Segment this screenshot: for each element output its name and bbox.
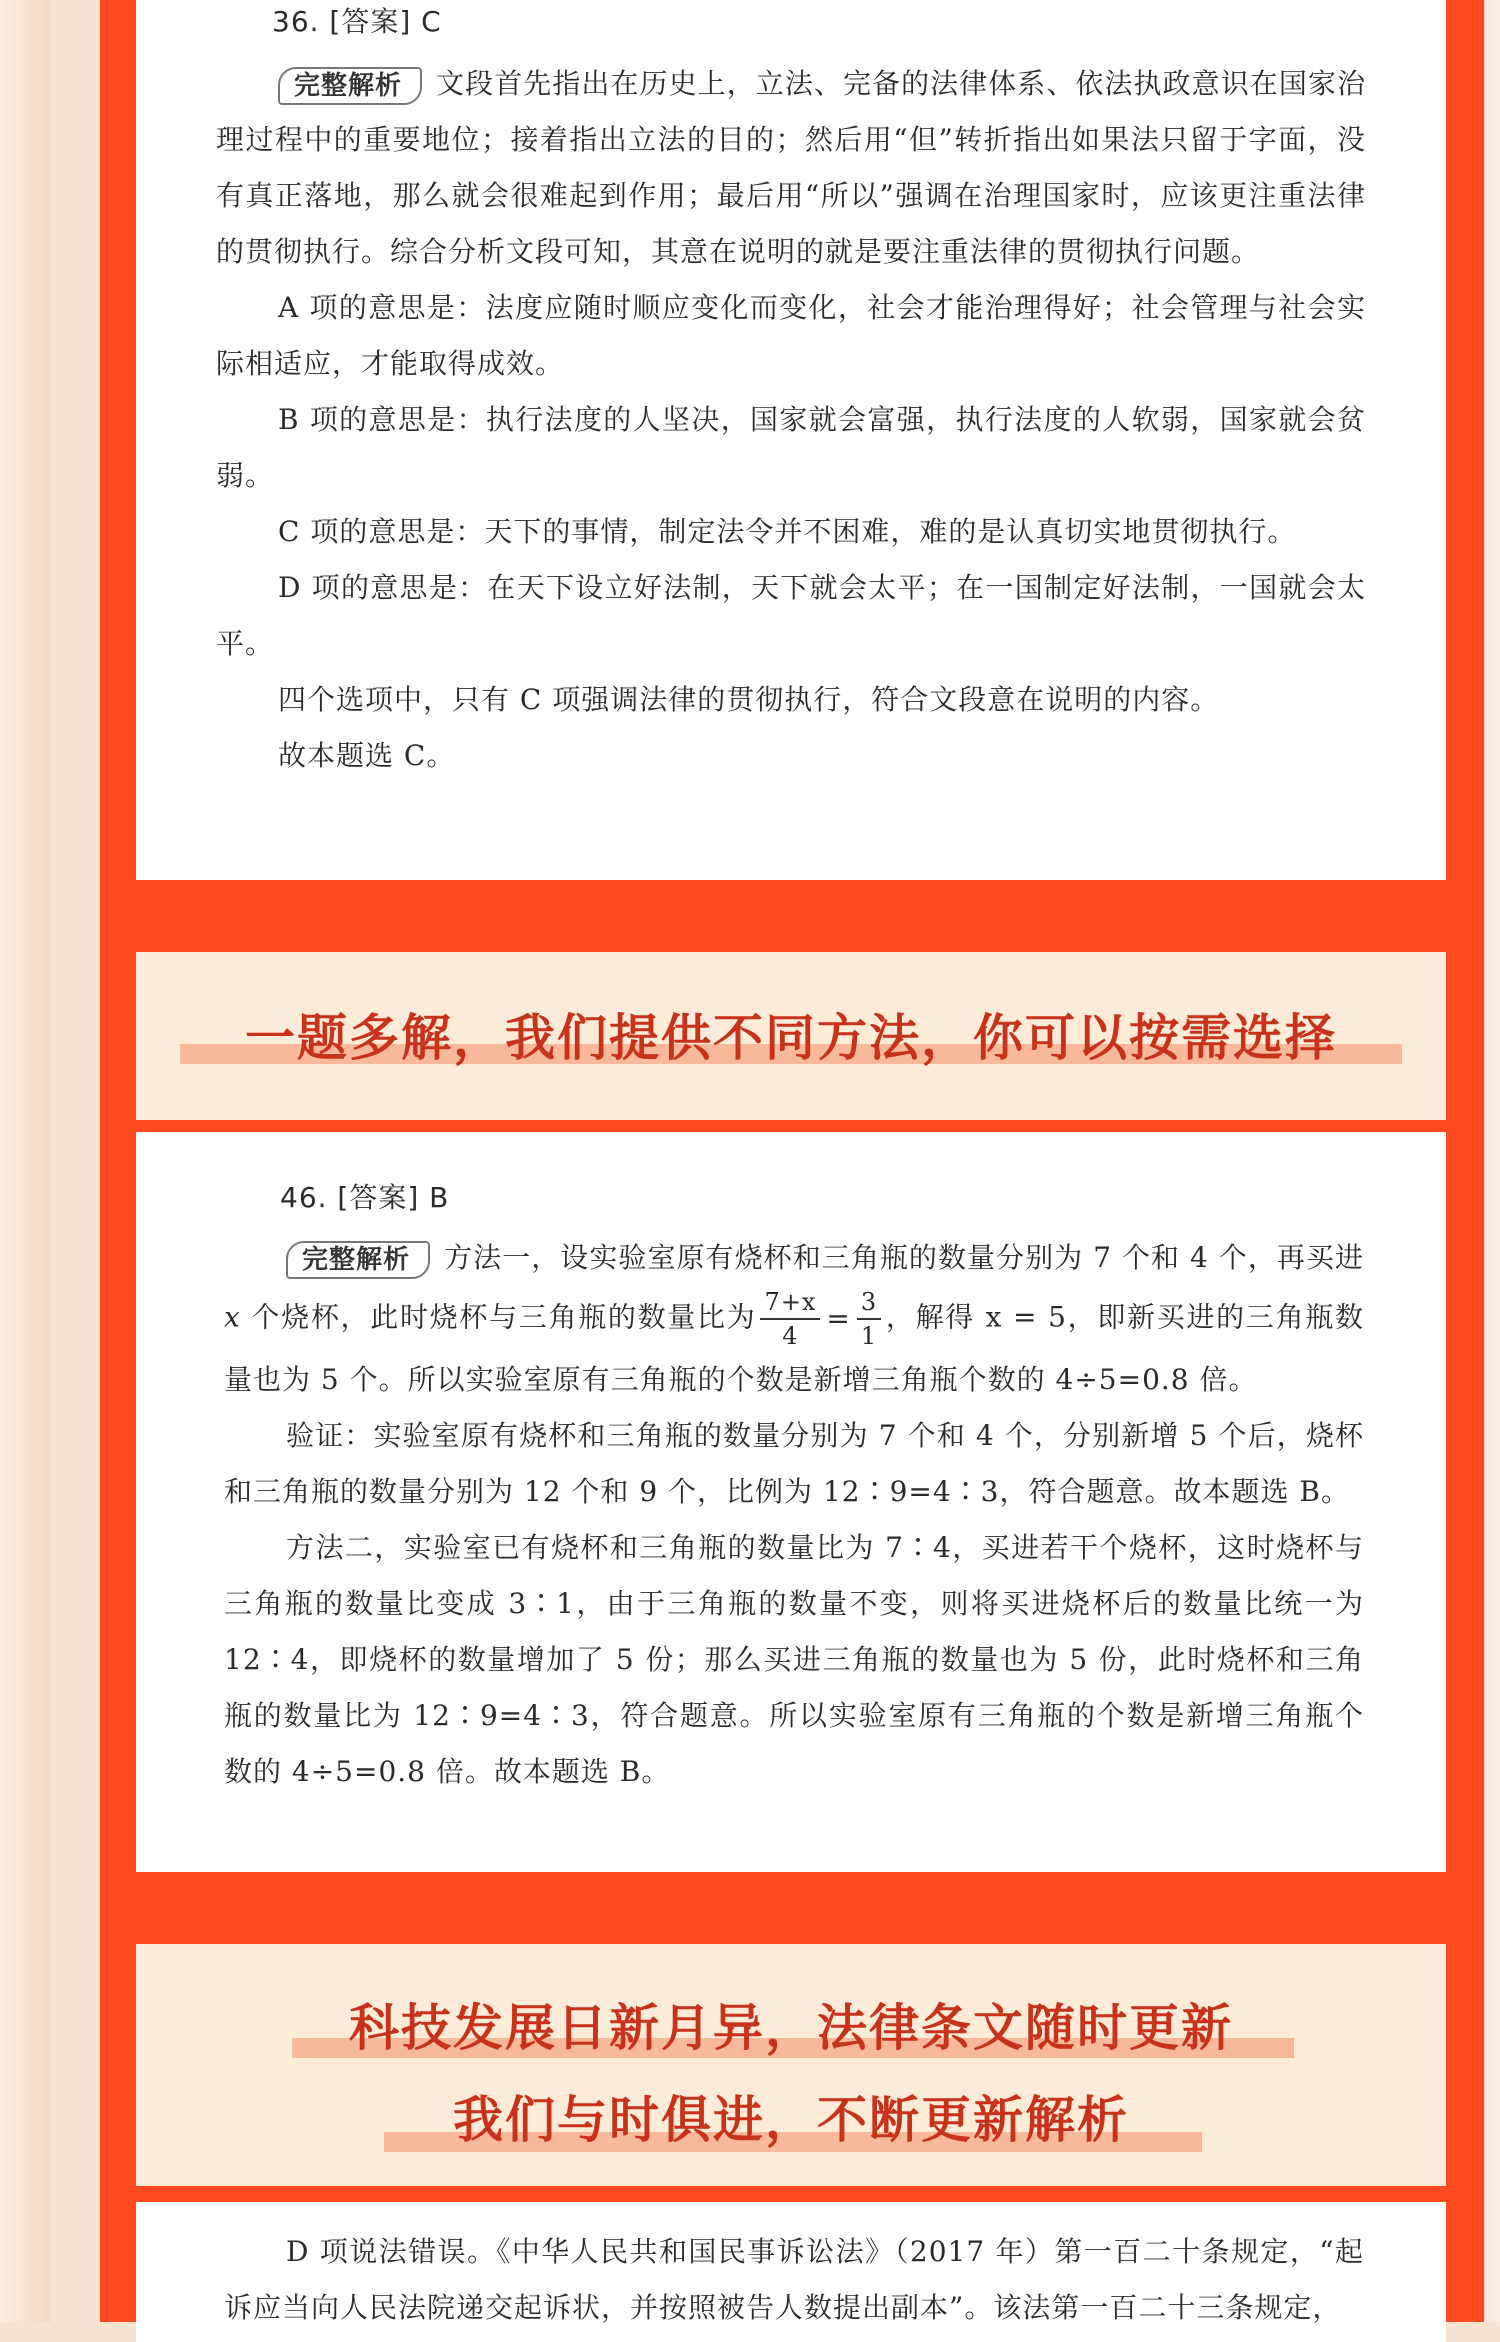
left-side-margin xyxy=(0,0,50,2322)
option-a-explanation: A 项的意思是：法度应随时顺应变化而变化，社会才能治理得好；社会管理与社会实际相适应，才能取得成效。 xyxy=(216,291,1366,380)
slogan-line: 一题多解，我们提供不同方法，你可以按需选择 xyxy=(245,1009,1337,1067)
answer-body-continued xyxy=(224,2224,1364,2336)
full-analysis-tag: 完整解析 xyxy=(278,67,422,105)
option-d-legal-paragraph: D 项说法错误。《中华人民共和国民事诉讼法》（2017 年）第一百二十条规定，“起诉应当向人民法院递交起诉状，并按照被告人数提出副本”。该法第一百二十三条规定， xyxy=(224,2235,1364,2324)
answer-body-36 xyxy=(216,0,1366,784)
verification-paragraph: 验证：实验室原有烧杯和三角瓶的数量分别为 7 个和 4 个，分别新增 5 个后，烧杯和三角瓶的数量分别为 12 个和 9 个，比例为 12∶9=4∶3，符合题意。故本题选 B。 xyxy=(224,1419,1364,1508)
fraction-3-over-1: $\frac{3}{1}$ xyxy=(857,1286,881,1352)
variable-x: x xyxy=(224,1300,241,1334)
option-b-explanation: B 项的意思是：执行法度的人坚决，国家就会富强，执行法度的人软弱，国家就会贫弱。 xyxy=(216,403,1366,492)
full-analysis-tag: 完整解析 xyxy=(286,1241,430,1279)
answer-panel-continued xyxy=(136,2202,1446,2342)
answer-body-46 xyxy=(224,1176,1364,1800)
option-d-explanation: D 项的意思是：在天下设立好法制，天下就会太平；在一国制定好法制，一国就会太平。 xyxy=(216,571,1366,660)
slogan-banner-multi-method xyxy=(136,952,1446,1120)
fraction-7-plus-x-over-4: $\frac{7+x}{4}$ xyxy=(760,1286,820,1352)
method-two-paragraph: 方法二，实验室已有烧杯和三角瓶的数量比为 7∶4，买进若干个烧杯，这时烧杯与三角瓶的数量比变成 3∶1，由于三角瓶的数量不变，则将买进烧杯后的数量比统一为 12∶4，即烧杯的数量增加了 5 份；那么买进三角瓶的数量也为 5 份，此时烧杯和三角瓶的数量比为 12∶9=4∶3，符合题意。所以实验室原有三角瓶的个数是新增三角瓶个数的 4÷5=0.8 倍。故本题选 B。 xyxy=(224,1531,1364,1788)
analysis-intro: 文段首先指出在历史上，立法、完备的法律体系、依法执政意识在国家治理过程中的重要地位；接着指出立法的目的；然后用“但”转折指出如果法只留于字面，没有真正落地，那么就会很难起到作用；最后用“所以”强调在治理国家时，应该更注重法律的贯彻执行。综合分析文段可知，其意在说明的就是要注重法律的贯彻执行问题。 xyxy=(216,67,1366,268)
options-summary: 四个选项中，只有 C 项强调法律的贯彻执行，符合文段意在说明的内容。 xyxy=(278,683,1220,716)
slogan-line-2: 我们与时俱进，不断更新解析 xyxy=(453,2091,1129,2149)
slogan-line-1: 科技发展日新月异，法律条文随时更新 xyxy=(349,1999,1233,2057)
answer-header-46: 46. [答案] B xyxy=(280,1181,450,1214)
answer-panel-46 xyxy=(136,1132,1446,1872)
answer-panel-36 xyxy=(136,0,1446,880)
analysis-paragraph xyxy=(216,56,1366,280)
answer-header-36: 36. [答案] C xyxy=(272,5,442,38)
slogan-banner-updates xyxy=(136,1944,1446,2186)
answer-conclusion-36: 故本题选 C。 xyxy=(278,739,456,772)
method-one-paragraph: 完整解析 方法一，设实验室原有烧杯和三角瓶的数量分别为 7 个和 4 个，再买进x 个烧杯，此时烧杯与三角瓶的数量比为 $\frac{7+x}{4}$ = $\frac{3}{1}$ ，解得 x = 5，即新买进的三角瓶数量也为 5 个。所以实验室原有三角瓶的个数是新增三角瓶个数的 4÷5=0.8 倍。 xyxy=(224,1241,1364,1396)
option-c-explanation: C 项的意思是：天下的事情，制定法令并不困难，难的是认真切实地贯彻执行。 xyxy=(278,515,1297,548)
